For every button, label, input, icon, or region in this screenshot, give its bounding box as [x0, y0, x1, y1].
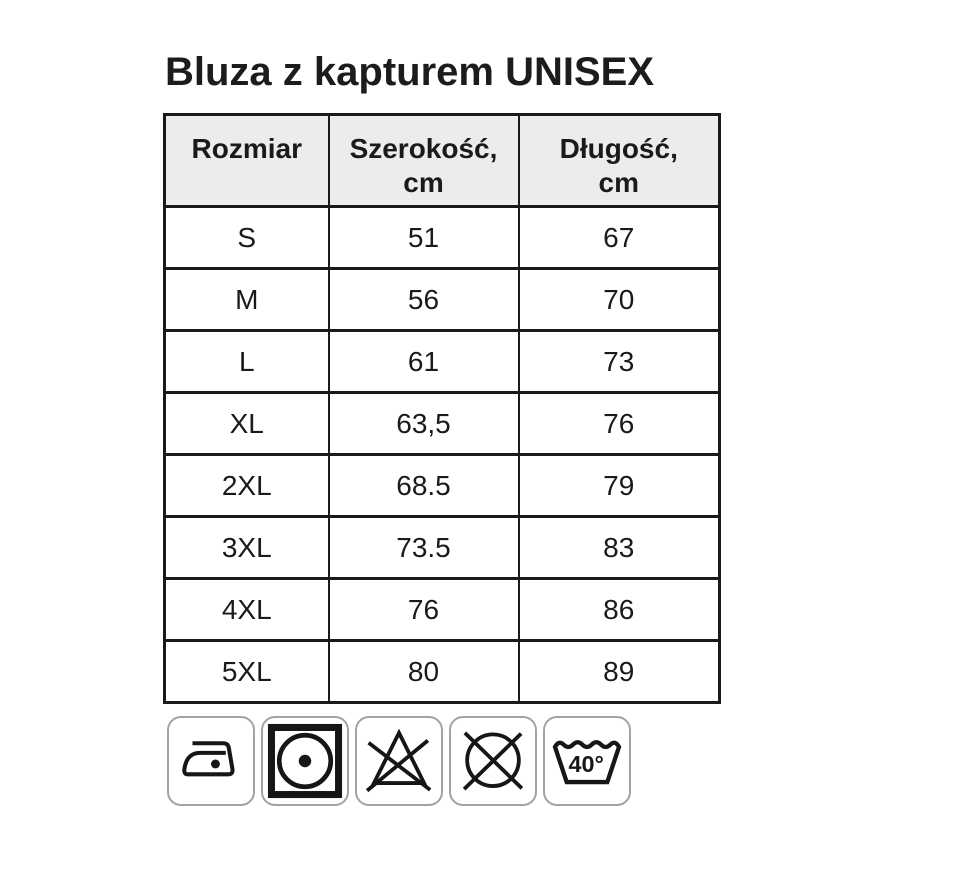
width-cell: 51	[329, 207, 519, 269]
size-table	[163, 113, 721, 704]
length-cell: 83	[519, 517, 720, 579]
header-text: Rozmiar	[191, 133, 302, 164]
size-cell: 4XL	[165, 579, 329, 641]
width-cell: 61	[329, 331, 519, 393]
table-row	[165, 269, 720, 331]
do-not-dry-clean-icon	[449, 716, 537, 806]
width-cell: 63,5	[329, 393, 519, 455]
crossed-circle-glyph	[455, 723, 531, 799]
table-row	[165, 207, 720, 269]
table-row	[165, 331, 720, 393]
wash-tub-glyph	[548, 722, 626, 800]
header-text: Szerokość,	[349, 133, 498, 164]
wash-40-icon	[543, 716, 631, 806]
width-cell: 68.5	[329, 455, 519, 517]
table-row	[165, 579, 720, 641]
width-cell: 73.5	[329, 517, 519, 579]
table-row	[165, 641, 720, 703]
length-cell: 70	[519, 269, 720, 331]
size-cell: S	[165, 207, 329, 269]
table-row	[165, 393, 720, 455]
tumble-dry-icon	[261, 716, 349, 806]
size-cell: L	[165, 331, 329, 393]
length-cell: 73	[519, 331, 720, 393]
size-cell: M	[165, 269, 329, 331]
col-header-size	[165, 115, 329, 207]
width-cell: 56	[329, 269, 519, 331]
tumble-dry-glyph	[266, 722, 344, 800]
wash-temp-label: 40°	[568, 750, 604, 777]
crossed-triangle-glyph	[361, 723, 437, 799]
width-cell: 76	[329, 579, 519, 641]
page-title: Bluza z kapturem UNISEX	[165, 50, 655, 94]
size-cell: 2XL	[165, 455, 329, 517]
iron-glyph	[174, 724, 248, 798]
length-cell: 76	[519, 393, 720, 455]
table-row	[165, 517, 720, 579]
header-text: cm	[598, 167, 639, 198]
col-header-width	[329, 115, 519, 207]
header-text: Długość,	[559, 133, 678, 164]
size-cell: 5XL	[165, 641, 329, 703]
length-cell: 89	[519, 641, 720, 703]
length-cell: 86	[519, 579, 720, 641]
table-row	[165, 455, 720, 517]
length-cell: 79	[519, 455, 720, 517]
header-text: cm	[403, 167, 444, 198]
width-cell: 80	[329, 641, 519, 703]
care-symbols-row	[167, 716, 631, 806]
length-cell: 67	[519, 207, 720, 269]
table-header-row	[165, 115, 720, 207]
iron-low-temp-icon	[167, 716, 255, 806]
col-header-length	[519, 115, 720, 207]
size-cell: 3XL	[165, 517, 329, 579]
size-cell: XL	[165, 393, 329, 455]
do-not-bleach-icon	[355, 716, 443, 806]
